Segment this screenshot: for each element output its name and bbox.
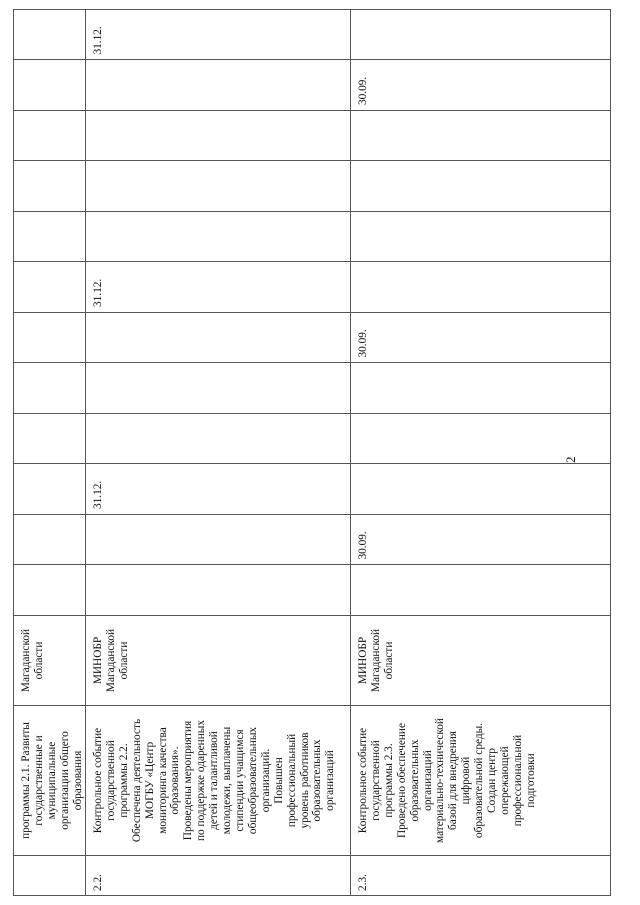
deadline-cell [14,110,86,161]
deadline-cell [351,363,611,414]
responsible-body: Магаданской области [14,615,86,705]
deadline-cell: 31.12. [86,9,351,60]
deadline-cell [14,514,86,565]
deadline-cell [351,161,611,212]
deadline-cell [86,110,351,161]
deadline-cell: 30.09. [351,514,611,565]
deadline-cell [86,363,351,414]
deadline-cell [351,565,611,616]
deadline-cell [86,211,351,262]
deadline-cell: 31.12. [86,464,351,515]
responsible-body: МИНОБР Магаданской области [351,615,611,705]
event-description: программы 2.1. Развиты государственные и муниципальные организации общего образования [14,705,86,855]
deadline-cell [351,464,611,515]
responsible-body: МИНОБР Магаданской области [86,615,351,705]
deadline-cell [86,565,351,616]
deadline-cell [14,9,86,60]
deadline-cell [351,211,611,262]
deadline-cell [86,312,351,363]
deadline-cell [86,161,351,212]
deadline-cell [14,565,86,616]
deadline-cell [351,262,611,313]
row-number: 2.3. [351,855,611,895]
deadline-cell [14,464,86,515]
deadline-cell [351,413,611,464]
deadline-cell: 30.09. [351,312,611,363]
event-description: Контрольное событие государственной программы 2.2. Обеспечена деятельность МОГБУ «Центр мониторинга качества образования». Проведены мероприятия по поддержке одаренных детей и талантливой молодежи, выплачены стипендии учащимся общеобразовательных организаций. Повышен профессиональный уровень работников образовательных организаций [86,705,351,855]
deadline-cell [86,514,351,565]
row-number [14,855,86,895]
deadline-cell [14,161,86,212]
deadline-cell: 30.09. [351,60,611,111]
deadline-cell [14,211,86,262]
deadline-cell [14,312,86,363]
page-number: 2 [563,456,578,463]
deadline-cell: 31.12. [86,262,351,313]
row-number: 2.2. [86,855,351,895]
deadline-cell [86,60,351,111]
plan-table [13,9,611,896]
deadline-cell [14,363,86,414]
event-description: Контрольное событие государственной программы 2.3. Проведено обеспечение образовательных организаций материально-технической базой для внедрения цифровой образовательной среды. Создан центр опережающей профессиональной подготовки [351,705,611,855]
deadline-cell [14,262,86,313]
deadline-cell [14,413,86,464]
deadline-cell [86,413,351,464]
deadline-cell [14,60,86,111]
deadline-cell [351,9,611,60]
deadline-cell [351,110,611,161]
